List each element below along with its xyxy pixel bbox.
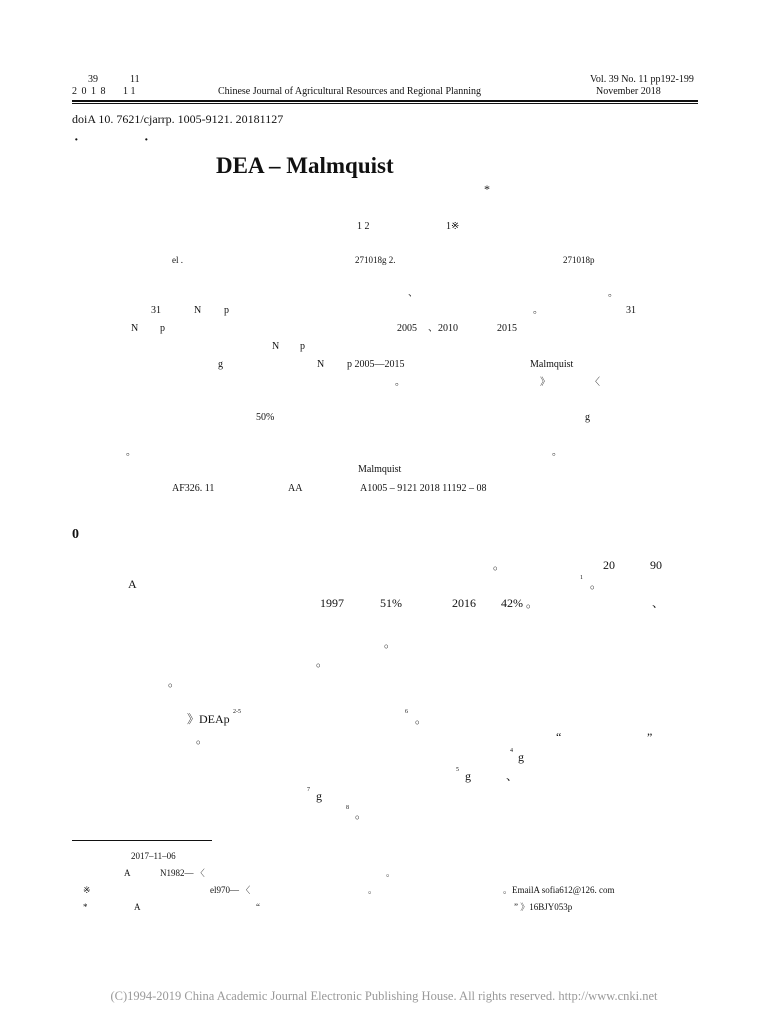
body-glyph: 。	[316, 655, 329, 669]
month-label: 1 1	[123, 86, 136, 97]
copyright-footer: (C)1994-2019 China Academic Journal Electronic Publishing House. All rights reserved. http://www.cnki.net	[110, 989, 658, 1003]
body-glyph: “	[556, 730, 562, 744]
abstract-glyph: p	[300, 341, 305, 352]
grant-number: ” 》16BJY053p	[514, 902, 573, 912]
year-label: 2 0 1 8	[72, 86, 107, 97]
abstract-glyph: 50%	[256, 412, 275, 423]
doi: doiA 10. 7621/cjarrp. 1005-9121. 20181127	[72, 112, 284, 126]
body-glyph: 。	[196, 732, 209, 746]
author-2-affil: 1※	[446, 221, 460, 232]
received-date: 2017–11–06	[131, 851, 176, 861]
body-glyph: ”	[647, 730, 653, 744]
body-glyph: 。	[168, 675, 181, 689]
keywords: Malmquist	[358, 464, 402, 475]
affiliation-1: el .	[172, 255, 183, 265]
body-glyph: 1997	[320, 596, 344, 610]
document-code: AA	[288, 483, 303, 494]
paper-title: DEA – Malmquist	[216, 153, 394, 178]
footnote-rule	[72, 840, 212, 841]
abstract-glyph: 。	[533, 305, 543, 316]
abstract-glyph: 》	[540, 377, 550, 388]
body-glyph: 90	[650, 558, 662, 572]
abstract-glyph: p	[224, 305, 229, 316]
footnote-glyph: 。	[368, 885, 378, 895]
body-glyph: 。	[415, 712, 428, 726]
footnote-glyph: ※	[83, 885, 91, 895]
citation-superscript: 8	[346, 805, 349, 811]
abstract-glyph: 31	[626, 305, 636, 316]
section-heading-0: 0	[72, 527, 79, 542]
footnote-glyph: A	[124, 868, 131, 878]
author-1-affil: 1 2	[357, 221, 370, 232]
body-glyph: 。	[355, 807, 368, 821]
footnote-glyph: A	[134, 902, 141, 912]
abstract-glyph: Malmquist	[530, 359, 574, 370]
affiliation-2: 271018g 2.	[355, 255, 396, 265]
body-glyph: 。	[590, 577, 603, 591]
body-glyph: 》DEAp	[187, 712, 230, 726]
body-glyph: 51%	[380, 596, 402, 610]
body-glyph: 、	[506, 769, 519, 783]
title-dot-right: ·	[144, 133, 149, 148]
abstract-glyph: 2005	[397, 323, 417, 334]
issue-label: 11	[130, 74, 140, 85]
body-glyph: g	[518, 750, 524, 764]
citation-superscript: 1	[580, 575, 583, 581]
body-glyph: 2016	[452, 596, 476, 610]
footnote-glyph: “	[256, 902, 260, 912]
footnote-glyph: 。	[386, 868, 396, 878]
abstract-glyph: g	[218, 359, 223, 370]
abstract-glyph: g	[585, 412, 590, 423]
body-glyph: A	[128, 577, 137, 591]
citation-superscript: 5	[456, 767, 459, 773]
issue-date: November 2018	[596, 86, 661, 97]
body-glyph: 。	[493, 558, 506, 572]
abstract-glyph: 2015	[497, 323, 517, 334]
volume-pages: Vol. 39 No. 11 pp192-199	[590, 74, 694, 85]
footnote-glyph: *	[83, 902, 88, 912]
journal-name: Chinese Journal of Agricultural Resources and Regional Planning	[218, 86, 482, 97]
abstract-glyph: p	[160, 323, 165, 334]
citation-superscript: 4	[510, 748, 513, 754]
header-rule-thick	[72, 100, 698, 102]
title-dot-left: ·	[74, 133, 79, 148]
abstract-glyph: 。	[608, 288, 618, 299]
abstract-glyph: 。	[395, 377, 405, 388]
abstract-glyph: N	[131, 323, 139, 334]
footnote-glyph: el970— 〈	[210, 885, 251, 895]
body-glyph: 20	[603, 558, 615, 572]
citation-superscript: 7	[307, 787, 310, 793]
citation-superscript: 6	[405, 709, 408, 715]
contact-email: 。EmailA sofia612@126. com	[503, 885, 615, 895]
abstract-glyph: 〈	[590, 377, 600, 388]
body-glyph: g	[316, 789, 322, 803]
abstract-glyph: 。	[126, 447, 136, 458]
abstract-glyph: 、	[408, 288, 418, 299]
abstract-glyph: 31	[151, 305, 161, 316]
abstract-glyph: p 2005—2015	[347, 359, 405, 370]
abstract-glyph: 。	[552, 447, 562, 458]
citation-superscript: 2-5	[233, 709, 241, 715]
footnote-glyph: N1982— 〈	[160, 868, 205, 878]
body-glyph: 、	[652, 596, 665, 610]
body-glyph: 42% 。	[501, 596, 538, 610]
affiliation-3: 271018p	[563, 255, 595, 265]
clc-number: AF326. 11	[172, 483, 215, 494]
article-id: A1005 – 9121 2018 11192 – 08	[360, 483, 487, 494]
abstract-glyph: N	[272, 341, 280, 352]
header-rule-thin	[72, 103, 698, 104]
abstract-glyph: N	[317, 359, 325, 370]
abstract-glyph: 、2010	[428, 323, 458, 334]
title-footnote-mark: *	[484, 182, 490, 196]
body-glyph: g	[465, 769, 471, 783]
body-glyph: 。	[384, 636, 397, 650]
volume-label: 39	[88, 74, 98, 85]
abstract-glyph: N	[194, 305, 202, 316]
